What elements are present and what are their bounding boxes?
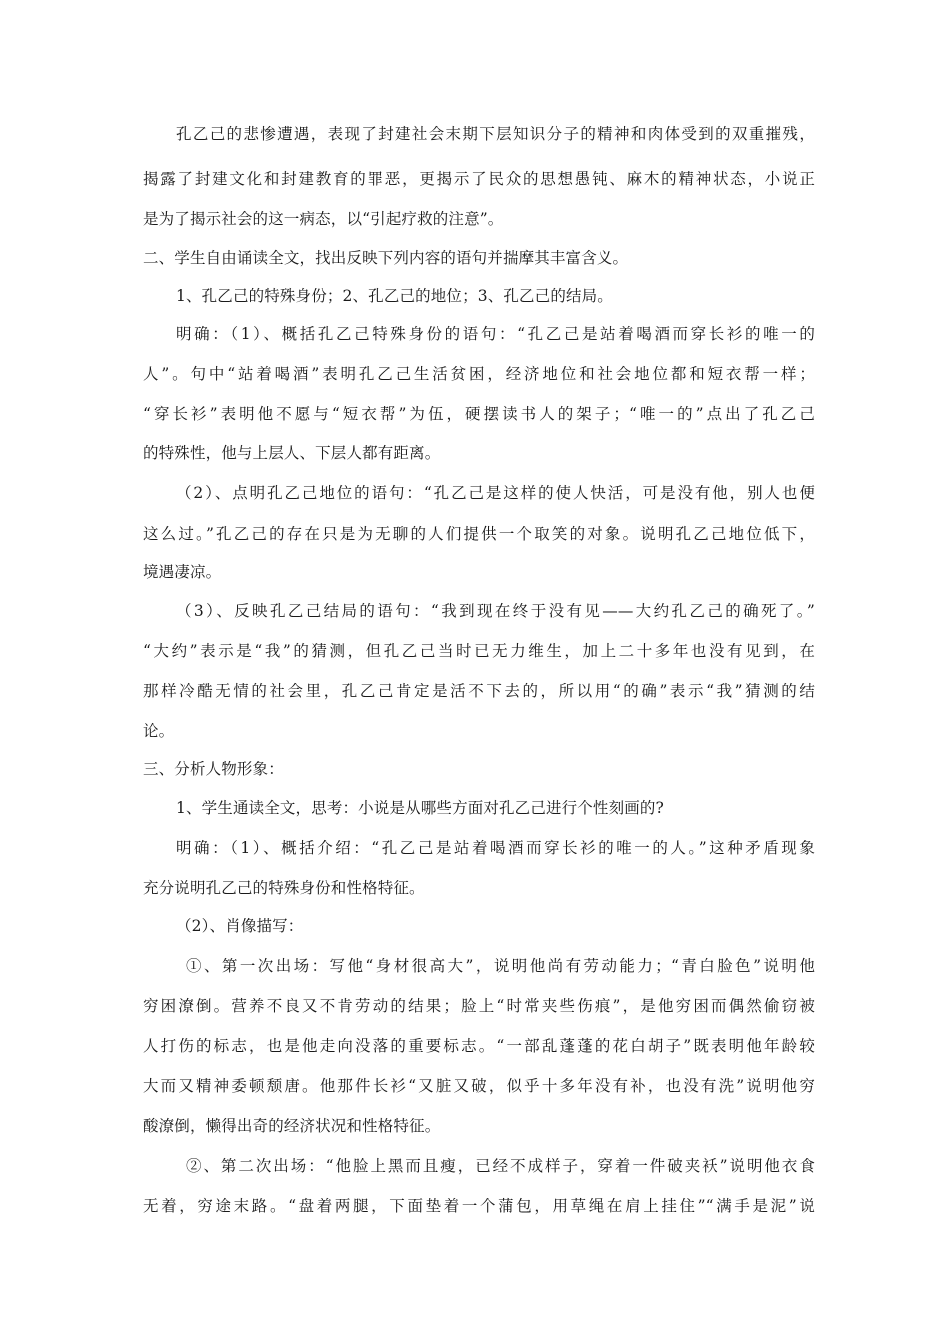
section-heading: 三、分析人物形象： bbox=[143, 760, 284, 778]
text-line: 充分说明孔乙己的特殊身份和性格特征。 bbox=[143, 879, 425, 897]
text-line: 人打伤的标志，也是他走向没落的重要标志。“一部乱蓬蓬的花白胡子”既表明他年龄较 bbox=[143, 1037, 815, 1055]
text-line: 境遇凄凉。 bbox=[143, 563, 222, 581]
text-line: 穷困潦倒。营养不良又不肯劳动的结果；脸上“时常夹些伤痕”，是他穷困而偶然偷窃被 bbox=[143, 997, 815, 1015]
text-line: 大而又精神委顿颓唐。他那件长衫“又脏又破，似乎十多年没有补，也没有洗”说明他穷 bbox=[143, 1077, 815, 1095]
text-line: 的特殊性，他与上层人、下层人都有距离。 bbox=[143, 444, 441, 462]
text-line: 1、学生通读全文，思考：小说是从哪些方面对孔乙己进行个性刻画的? bbox=[176, 799, 664, 817]
text-line: 揭露了封建文化和封建教育的罪恶，更揭示了民众的思想愚钝、麻木的精神状态，小说正 bbox=[143, 170, 815, 188]
text-line: （2）、肖像描写： bbox=[176, 917, 304, 935]
text-line: ②、第二次出场：“他脸上黑而且瘦，已经不成样子，穿着一件破夹袄”说明他衣食 bbox=[186, 1157, 815, 1175]
text-line: 无着，穷途末路。“盘着两腿，下面垫着一个蒲包，用草绳在肩上挂住”“满手是泥”说 bbox=[143, 1197, 815, 1215]
text-line: 是为了揭示社会的这一病态，以“引起疗救的注意”。 bbox=[143, 210, 504, 228]
text-line: “大约”表示是“我”的猜测，但孔乙己当时已无力维生，加上二十多年也没有见到，在 bbox=[143, 642, 815, 660]
text-line: 孔乙己的悲惨遭遇，表现了封建社会末期下层知识分子的精神和肉体受到的双重摧残， bbox=[176, 125, 815, 143]
text-line: 这么过。”孔乙己的存在只是为无聊的人们提供一个取笑的对象。说明孔乙己地位低下， bbox=[143, 525, 815, 543]
text-line: （3）、反映孔乙己结局的语句：“我到现在终于没有见——大约孔乙己的确死了。” bbox=[176, 602, 815, 620]
text-line: 论。 bbox=[143, 722, 175, 740]
text-line: 那样冷酷无情的社会里，孔乙己肯定是活不下去的，所以用“的确”表示“我”猜测的结 bbox=[143, 682, 815, 700]
text-line: （2）、点明孔乙己地位的语句：“孔乙己是这样的使人快活，可是没有他，别人也便 bbox=[176, 484, 815, 502]
text-line: 1、孔乙己的特殊身份；2、孔乙己的地位；3、孔乙己的结局。 bbox=[176, 287, 613, 305]
text-line: ①、第一次出场：写他“身材很高大”，说明他尚有劳动能力；“青白脸色”说明他 bbox=[186, 957, 815, 975]
section-heading: 二、学生自由诵读全文，找出反映下列内容的语句并揣摩其丰富含义。 bbox=[143, 249, 629, 267]
text-line: 人”。句中“站着喝酒”表明孔乙己生活贫困，经济地位和社会地位都和短衣帮一样； bbox=[143, 365, 815, 383]
text-line: 酸潦倒，懒得出奇的经济状况和性格特征。 bbox=[143, 1117, 441, 1135]
text-line: 明确：（1）、概括孔乙己特殊身份的语句：“孔乙己是站着喝酒而穿长衫的唯一的 bbox=[176, 325, 815, 343]
text-line: “穿长衫”表明他不愿与“短衣帮”为伍，硬摆读书人的架子；“唯一的”点出了孔乙己 bbox=[143, 405, 815, 423]
text-line: 明确：（1）、概括介绍：“孔乙己是站着喝酒而穿长衫的唯一的人。”这种矛盾现象 bbox=[176, 839, 815, 857]
